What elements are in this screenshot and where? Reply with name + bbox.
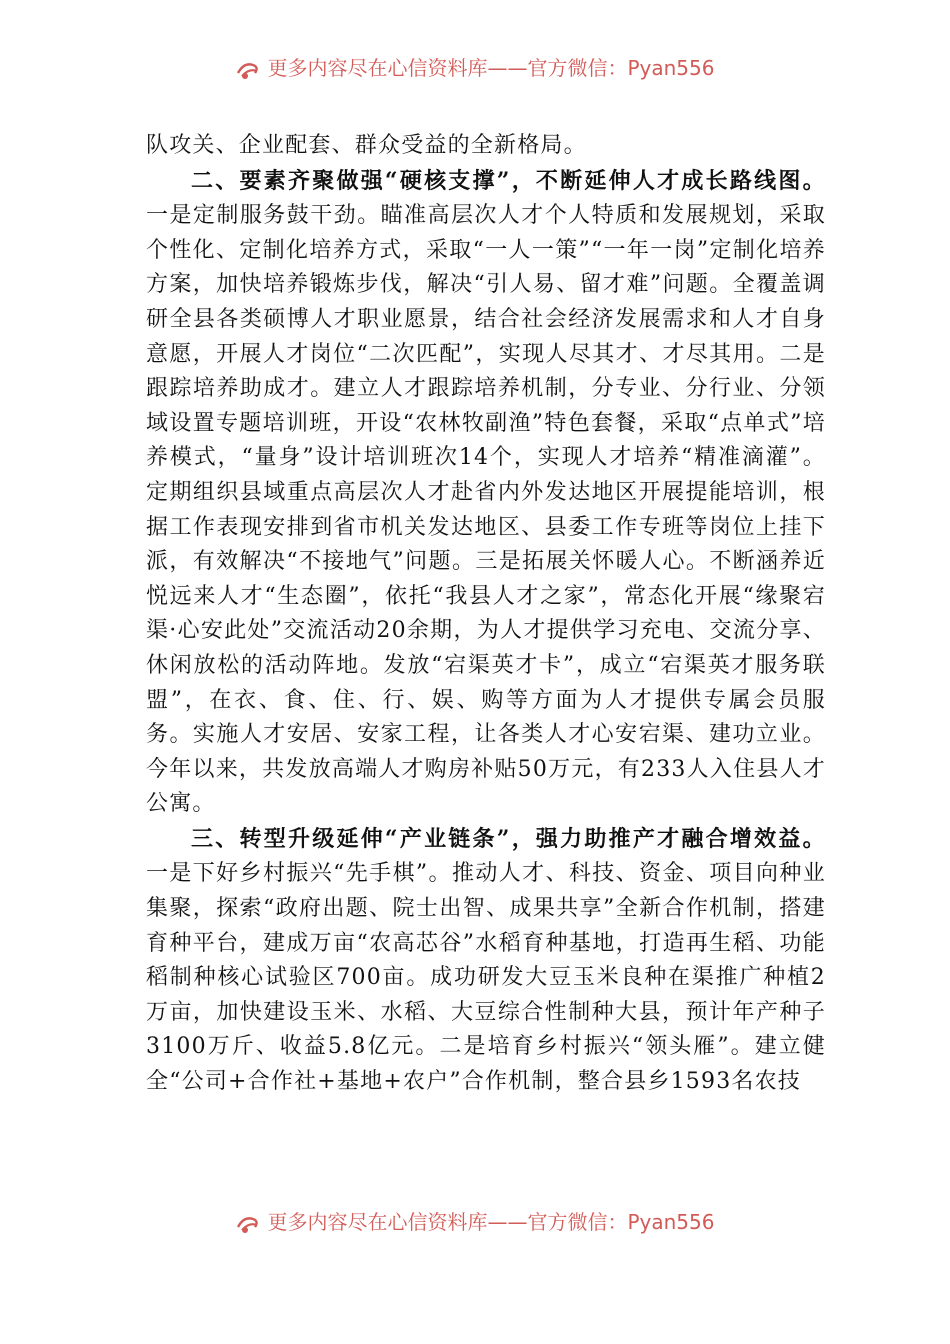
watermark-text: 更多内容尽在心信资料库——官方微信：Pyan556 xyxy=(267,56,715,80)
paragraph-continued: 队攻关、企业配套、群众受益的全新格局。 xyxy=(146,133,587,158)
paragraph-section-three xyxy=(146,822,826,1100)
footer-watermark xyxy=(0,1208,950,1248)
header-watermark xyxy=(0,54,950,94)
paragraph-section-two xyxy=(146,164,826,822)
brand-logo-icon xyxy=(235,1213,263,1235)
document-body xyxy=(146,129,826,1100)
section-two-body: 一是定制服务鼓干劲。瞄准高层次人才个人特质和发展规划，采取个性化、定制化培养方式，采取“一人一策”“一年一岗”定制化培养方案，加快培养锻炼步伐，解决“引人易、留才难”问题。全覆盖调研全县各类硕博人才职业愿景，结合社会经济发展需求和人才自身意愿，开展人才岗位“二次匹配”，实现人尽其才、才尽其用。二是跟踪培养助成才。建立人才跟踪培养机制，分专业、分行业、分领域设置专题培训班，开设“农林牧副渔”特色套餐，采取“点单式”培养模式，“量身”设计培训班次14个，实现人才培养“精准滴灌”。定期组织县域重点高层次人才赴省内外发达地区开展提能培训，根据工作表现安排到省市机关发达地区、县委工作专班等岗位上挂下派，有效解决“不接地气”问题。三是拓展关怀暖人心。不断涵养近悦远来人才“生态圈”，依托“我县人才之家”，常态化开展“缘聚宕渠·心安此处”交流活动20余期，为人才提供学习充电、交流分享、休闲放松的活动阵地。发放“宕渠英才卡”，成立“宕渠英才服务联盟”，在衣、食、住、行、娱、购等方面为人才提供专属会员服务。实施人才安居、安家工程，让各类人才心安宕渠、建功立业。今年以来，共发放高端人才购房补贴50万元，有233人入住县人才公寓。 xyxy=(146,203,826,817)
section-three-body: 一是下好乡村振兴“先手棋”。推动人才、科技、资金、项目向种业集聚，探索“政府出题、院士出智、成果共享”全新合作机制，搭建育种平台，建成万亩“农高芯谷”水稻育种基地，打造再生稻、功能稻制种核心试验区700亩。成功研发大豆玉米良种在渠推广种植2万亩，加快建设玉米、水稻、大豆综合性制种大县，预计年产种子3100万斤、收益5.8亿元。二是培育乡村振兴“领头雁”。建立健全“公司+合作社+基地+农户”合作机制，整合县乡1593名农技 xyxy=(146,861,826,1095)
brand-logo-icon xyxy=(235,59,263,81)
section-two-heading: 二、要素齐聚做强“硬核支撑”，不断延伸人才成长路线图。 xyxy=(191,167,826,194)
section-three-heading: 三、转型升级延伸“产业链条”，强力助推产才融合增效益。 xyxy=(191,825,826,852)
watermark-text: 更多内容尽在心信资料库——官方微信：Pyan556 xyxy=(267,1210,715,1234)
